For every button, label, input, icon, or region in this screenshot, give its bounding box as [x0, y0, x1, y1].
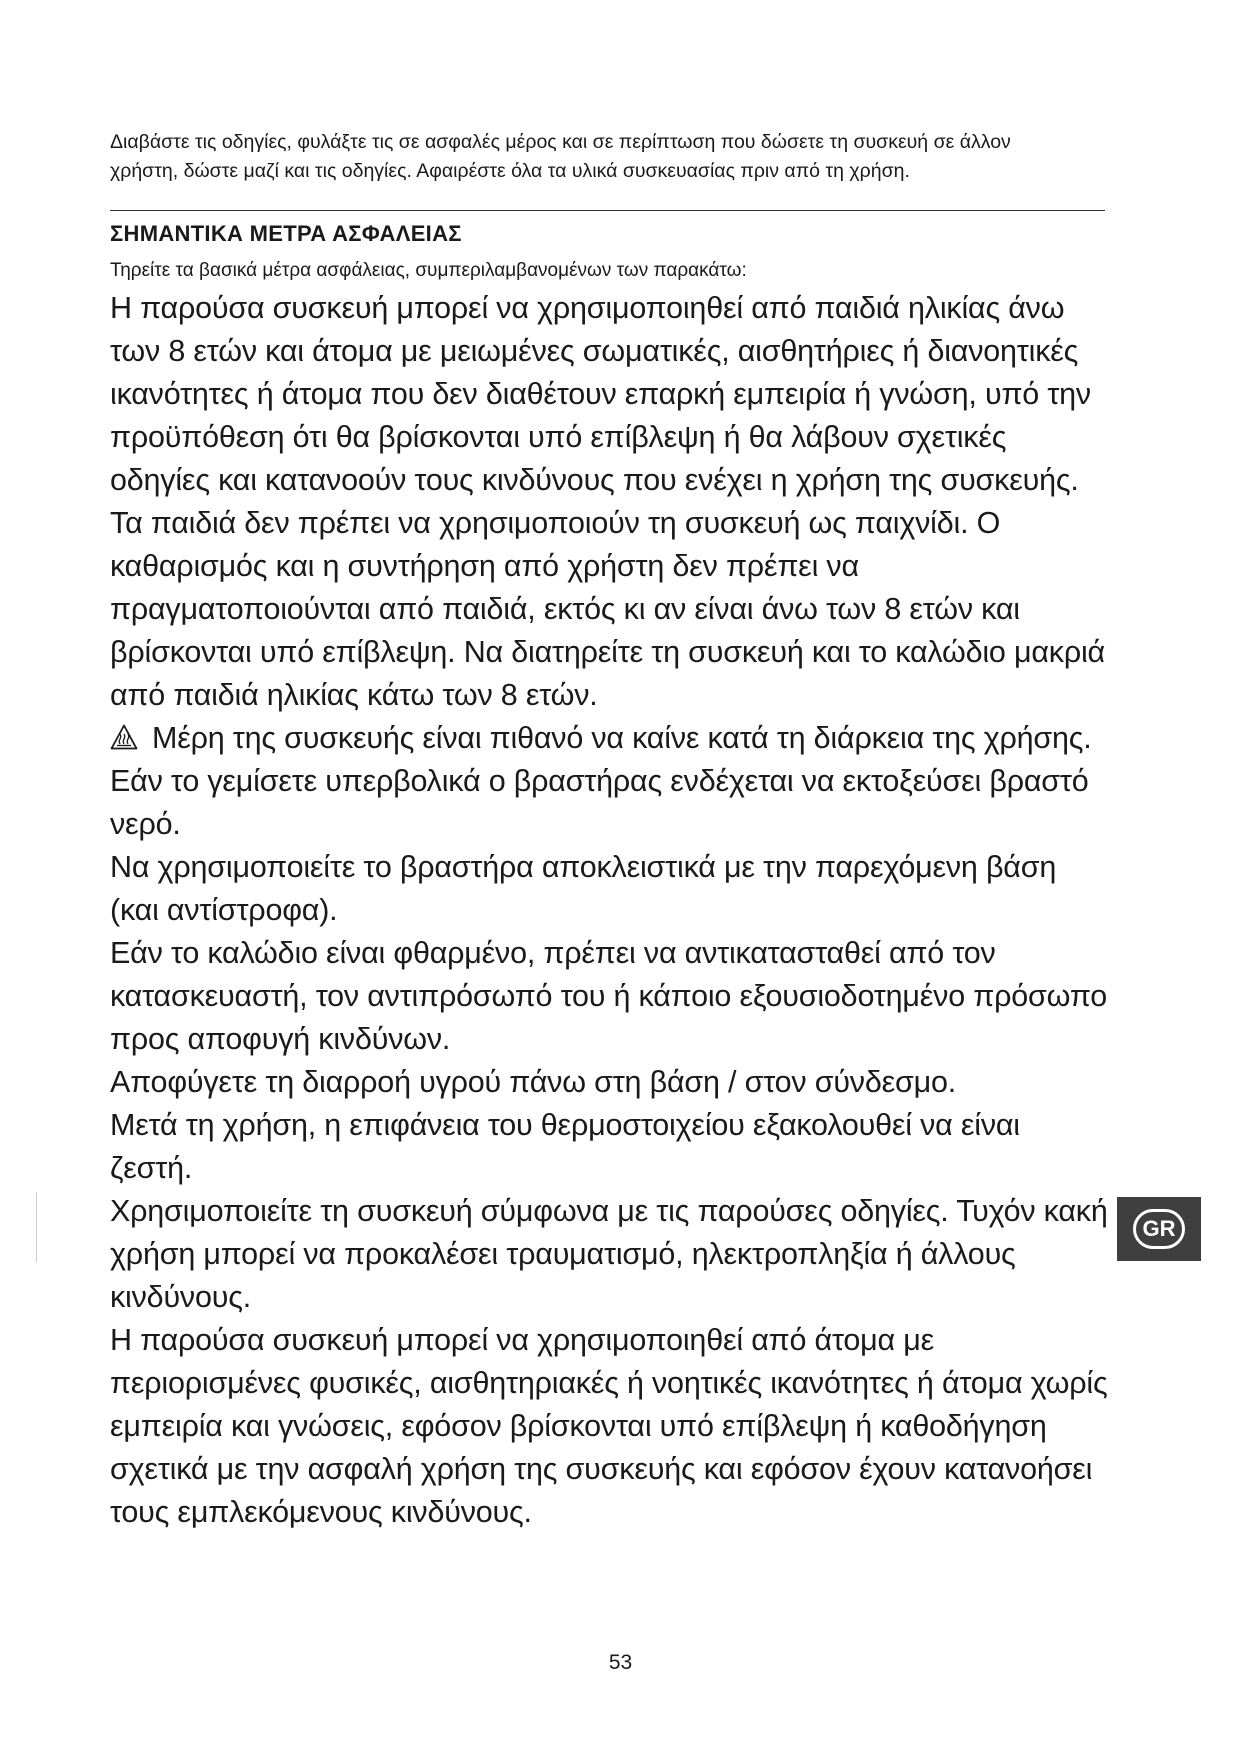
- language-code: GR: [1133, 1209, 1185, 1249]
- safety-paragraph: Να χρησιμοποιείτε το βραστήρα αποκλειστικά με την παρεχόμενη βάση (και αντίστροφα).: [110, 850, 1057, 927]
- intro-line-2: χρήστη, δώστε μαζί και τις οδηγίες. Αφαιρέστε όλα τα υλικά συσκευασίας πριν από τη χρήση.: [110, 160, 910, 182]
- safety-instructions: [110, 287, 1110, 1534]
- safety-paragraph: Χρησιμοποιείτε τη συσκευή σύμφωνα με τις παρούσες οδηγίες. Τυχόν κακή χρήση μπορεί να προκαλέσει τραυματισμό, ηλεκτροπληξία ή άλλους κινδύνους.: [110, 1194, 1108, 1314]
- safety-subheading: Τηρείτε τα βασικά μέτρα ασφάλειας, συμπεριλαμβανομένων των παρακάτω:: [110, 260, 747, 281]
- margin-mark: [36, 1192, 37, 1262]
- safety-heading: ΣΗΜΑΝΤΙΚΑ ΜΕΤΡΑ ΑΣΦΑΛΕΙΑΣ: [110, 221, 462, 246]
- safety-paragraph-hot-surface: [110, 717, 1110, 760]
- safety-paragraph: Τα παιδιά δεν πρέπει να χρησιμοποιούν τη συσκευή ως παιχνίδι. Ο καθαρισμός και η συντήρηση από χρήστη δεν πρέπει να πραγματοποιούνται από παιδιά, εκτός κι αν είναι άνω των 8 ετών και βρίσκονται υπό επίβλεψη. Να διατηρείτε τη συσκευή και το καλώδιο μακριά από παιδιά ηλικίας κάτω των 8 ετών.: [110, 506, 1105, 712]
- language-badge: [1117, 1197, 1201, 1261]
- page-number: 53: [608, 1651, 633, 1674]
- section-divider: [110, 210, 1105, 211]
- safety-paragraph: Η παρούσα συσκευή μπορεί να χρησιμοποιηθεί από άτομα με περιορισμένες φυσικές, αισθητηριακές ή νοητικές ικανότητες ή άτομα χωρίς εμπειρία και γνώσεις, εφόσον βρίσκονται υπό επίβλεψη ή καθοδήγηση σχετικά με την ασφαλή χρήση της συσκευής και εφόσον έχουν κατανοήσει τους εμπλεκόμενους κινδύνους.: [110, 1323, 1108, 1529]
- safety-paragraph: Εάν το γεμίσετε υπερβολικά ο βραστήρας ενδέχεται να εκτοξεύσει βραστό νερό.: [110, 764, 1089, 841]
- intro-line-1: Διαβάστε τις οδηγίες, φυλάξτε τις σε ασφαλές μέρος και σε περίπτωση που δώσετε τη συσκευή σε άλλον: [110, 131, 1011, 153]
- safety-paragraph: Αποφύγετε τη διαρροή υγρού πάνω στη βάση / στον σύνδεσμο.: [110, 1065, 957, 1099]
- intro-text: [110, 128, 1100, 186]
- hot-surface-warning-icon: [110, 724, 138, 750]
- hot-surface-text: Μέρη της συσκευής είναι πιθανό να καίνε κατά τη διάρκεια της χρήσης.: [152, 721, 1092, 755]
- safety-paragraph: Η παρούσα συσκευή μπορεί να χρησιμοποιηθεί από παιδιά ηλικίας άνω των 8 ετών και άτομα με μειωμένες σωματικές, αισθητήριες ή διανοητικές ικανότητες ή άτομα που δεν διαθέτουν επαρκή εμπειρία ή γνώση, υπό την προϋπόθεση ότι θα βρίσκονται υπό επίβλεψη ή θα λάβουν σχετικές οδηγίες και κατανοούν τους κινδύνους που ενέχει η χρήση της συσκευής.: [110, 291, 1091, 497]
- safety-paragraph: Μετά τη χρήση, η επιφάνεια του θερμοστοιχείου εξακολουθεί να είναι ζεστή.: [110, 1108, 1020, 1185]
- safety-paragraph: Εάν το καλώδιο είναι φθαρμένο, πρέπει να αντικατασταθεί από τον κατασκευαστή, τον αντιπρόσωπό του ή κάποιο εξουσιοδοτημένο πρόσωπο προς αποφυγή κινδύνων.: [110, 936, 1107, 1056]
